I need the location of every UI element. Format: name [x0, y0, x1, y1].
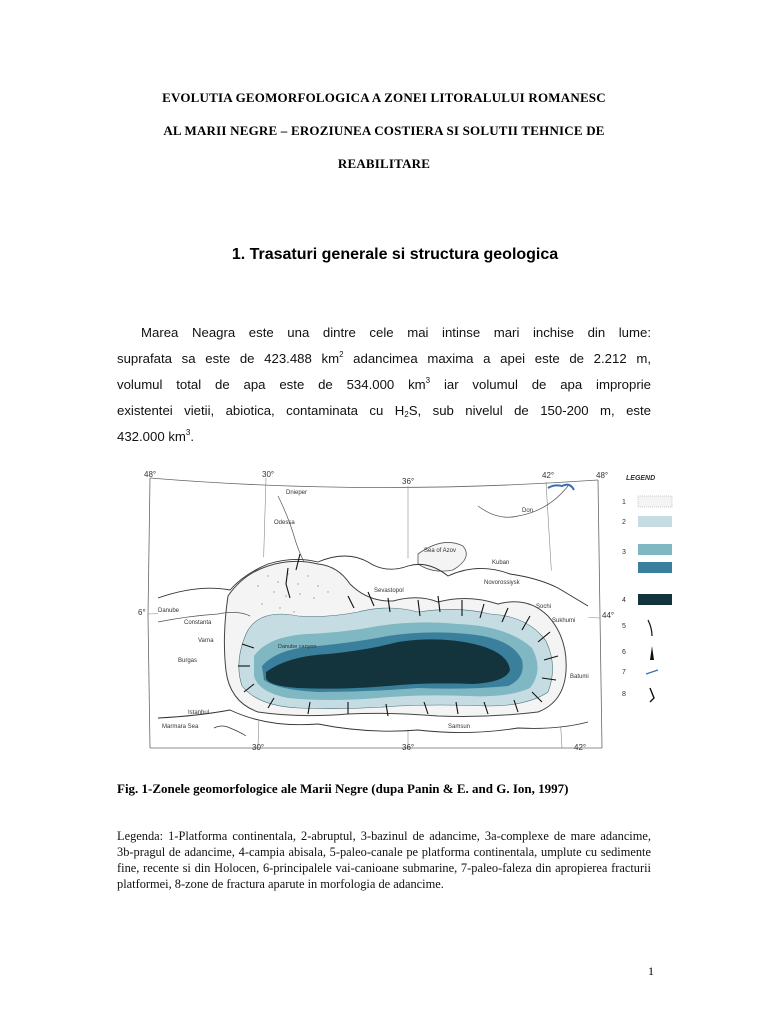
place-name-danube: Danube [158, 608, 180, 614]
section-heading: 1. Trasaturi generale si structura geologica [231, 246, 559, 263]
place-name-don: Don [522, 508, 534, 514]
lon-label-top: 36° [402, 477, 415, 486]
paragraph-line-5: 432.000 $km^3$. [117, 428, 195, 444]
legend-number: 2 [622, 519, 626, 526]
place-name-varna: Varna [198, 638, 214, 644]
figure-legend-text: Legenda: 1-Platforma continentala, 2-abruptul, 3-bazinul de adancime, 3a-complexe de mare adancime, 3b-pragul de adancime, 4-campia abisala, 5-paleo-canale pe platforma continentala, umplute cu sedimente fine, recente si din Holocen, 6-principalele vai-canioane submarine, 7-paleo-faleza din apropierea fracturii platformei, 8-zone de fractura aparute in morfologia de adancime. [117, 829, 651, 891]
place-name-odessa: Odessa [274, 520, 295, 526]
place-name-sochi: Sochi [536, 604, 552, 610]
lon-label-top: 30° [262, 470, 275, 479]
paragraph-line-4: existentei vietii, abiotica, contaminata cu $H_2S$, sub nivelul de 150-200 m, este [117, 403, 652, 419]
paragraph-line-1: Marea Neagra este una dintre cele mai intinse mari inchise din lume: [141, 325, 651, 340]
place-name-kuban: Kuban [492, 560, 510, 566]
figure-caption: Fig. 1-Zonele geomorfologice ale Marii Negre (dupa Panin & E. and G. Ion, 1997) [117, 781, 569, 796]
paragraph-line-2: suprafata sa este de 423.488 $km^2$ adancimea maxima a apei este de 2.212 m, [117, 350, 651, 366]
legend-swatch-basin-complex [638, 544, 672, 555]
place-name-marmara-sea: Marmara Sea [162, 724, 199, 730]
black-sea-map-figure [118, 466, 678, 756]
lat-label: 44° [602, 611, 615, 620]
legend-number: 8 [622, 691, 626, 698]
legend-title: LEGEND [626, 475, 656, 482]
place-name-burgas: Burgas [178, 658, 198, 664]
place-name-constanta: Constanta [184, 620, 212, 626]
lon-label-top: 42° [542, 471, 555, 480]
page-number: 1 [648, 964, 654, 978]
legend-swatch-shelf [638, 496, 672, 507]
place-name-novorossiysk: Novorossiysk [484, 580, 520, 586]
lon-label-bottom: 42° [574, 743, 587, 752]
paragraph-line-3: volumul total de apa este de 534.000 $km^3$ iar volumul de apa improprie [117, 376, 651, 392]
document-title-line-3: REABILITARE [337, 156, 431, 171]
legend-number: 1 [622, 499, 626, 506]
legend-swatch-slope [638, 516, 672, 527]
place-name-istanbul: Istanbul [188, 710, 210, 716]
black-sea-map [118, 466, 678, 756]
body-paragraph [117, 320, 651, 450]
place-name-sukhumi: Sukhumi [552, 618, 576, 624]
legend-number: 5 [622, 623, 626, 630]
place-name-sevastopol: Sevastopol [374, 588, 404, 594]
lat-label: 6° [138, 608, 146, 617]
place-name-dnieper: Dnieper [286, 490, 308, 496]
place-name-samsun: Samsun [448, 724, 471, 730]
document-title-line-2: AL MARII NEGRE – EROZIUNEA COSTIERA SI SOLUTII TEHNICE DE [163, 123, 605, 138]
place-name-danube-canyon: Danube canyon [278, 644, 317, 650]
lon-label-bottom: 30° [252, 743, 265, 752]
lon-label-top: 48° [144, 470, 157, 479]
legend-number: 4 [622, 597, 626, 604]
legend-number: 6 [622, 649, 626, 656]
legend-number: 3 [622, 549, 626, 556]
lon-label-top: 48° [596, 471, 609, 480]
lon-label-bottom: 36° [402, 743, 415, 752]
place-name-sea-of-azov: Sea of Azov [424, 548, 457, 554]
legend-swatch-abyssal-plain [638, 594, 672, 605]
legend-number: 7 [622, 669, 626, 676]
place-name-batumi: Batumi [570, 674, 589, 680]
document-title-line-1: EVOLUTIA GEOMORFOLOGICA A ZONEI LITORALULUI ROMANESC [162, 90, 606, 105]
legend-swatch-basin-rise [638, 562, 672, 573]
